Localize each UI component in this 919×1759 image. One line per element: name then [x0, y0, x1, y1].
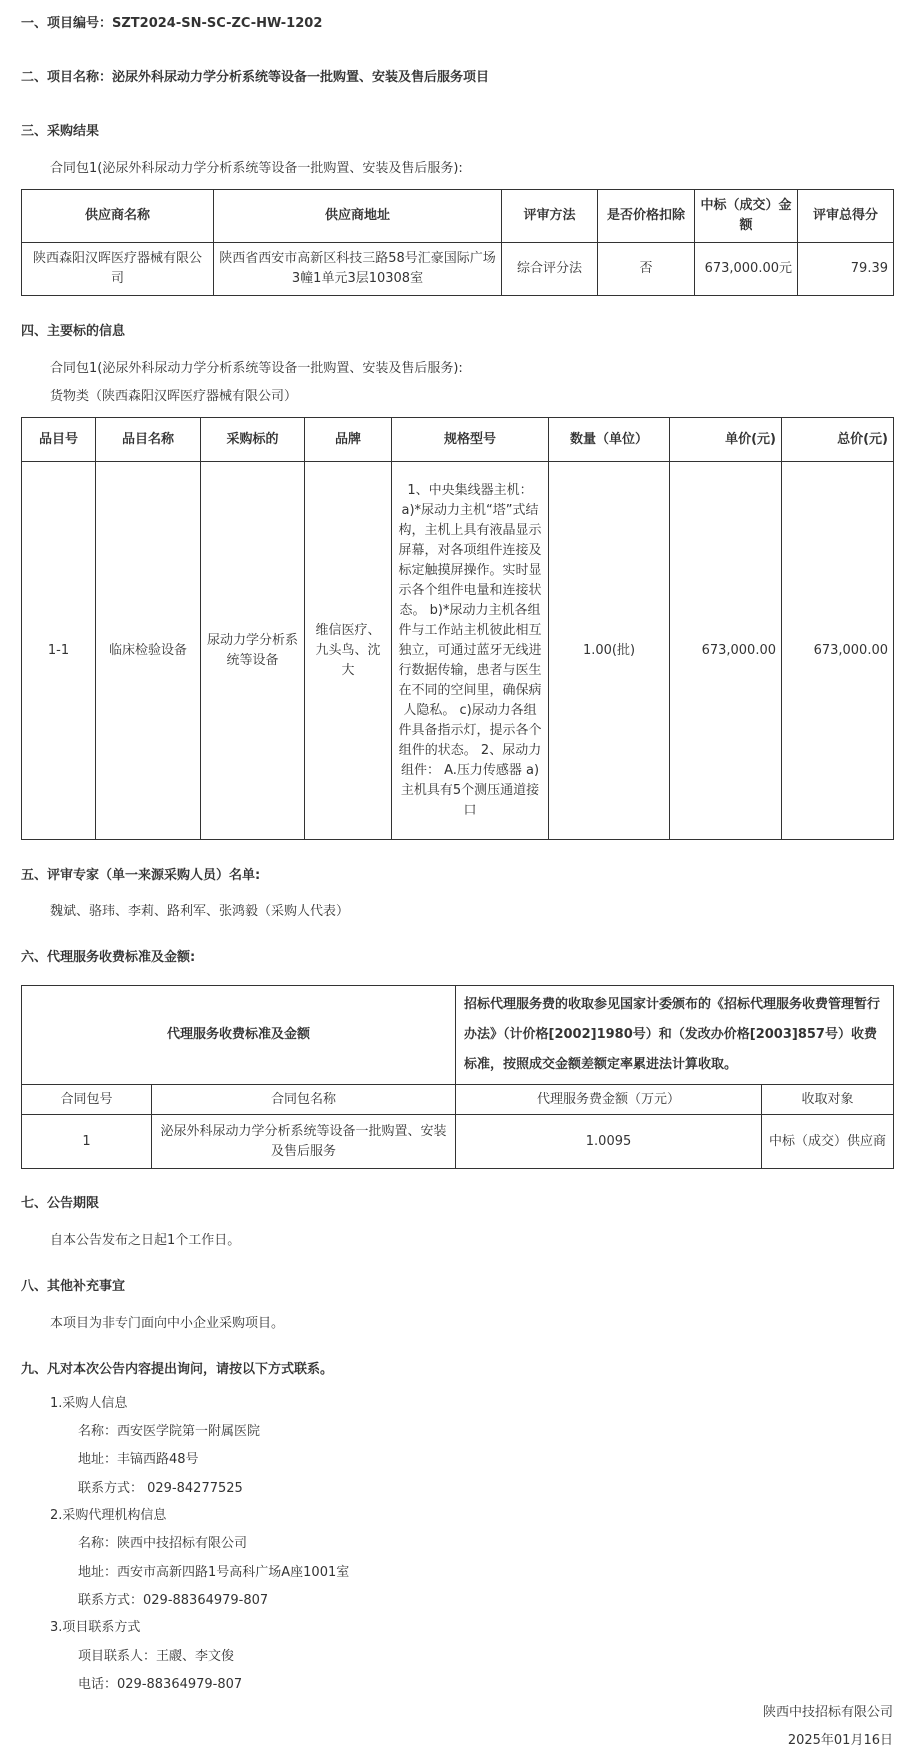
agency-contact: 联系方式：029-88364979-807 [78, 1593, 269, 1608]
header-brand: 品牌 [305, 418, 392, 462]
item-category-text: 货物类（陕西森阳汉晖医疗器械有限公司） [50, 389, 298, 404]
header-item-name: 品目名称 [96, 418, 201, 462]
header-supplier-name: 供应商名称 [22, 190, 214, 243]
project-name-value: 泌尿外科尿动力学分析系统等设备一批购置、安装及售后服务项目 [112, 70, 490, 85]
price-deduction-cell: 否 [598, 243, 695, 296]
total-score-cell: 79.39 [798, 243, 894, 296]
package-no-cell: 1 [22, 1115, 152, 1169]
bid-amount-cell: 673,000.00元 [695, 243, 798, 296]
project-number-value: SZT2024-SN-SC-ZC-HW-1202 [112, 16, 323, 31]
agency-fee-heading: 六、代理服务收费标准及金额: [21, 950, 196, 965]
header-unit-price: 单价(元) [670, 418, 782, 462]
header-bid-amount: 中标（成交）金额 [695, 190, 798, 243]
footer-organization: 陕西中技招标有限公司 [762, 1705, 893, 1720]
other-matters-text: 本项目为非专门面向中小企业采购项目。 [50, 1316, 285, 1331]
item-package-text: 合同包1(泌尿外科尿动力学分析系统等设备一批购置、安装及售后服务): [50, 361, 463, 376]
project-contact-title: 3.项目联系方式 [50, 1620, 141, 1635]
quantity-cell: 1.00(批) [549, 462, 670, 840]
fee-standard-row [22, 986, 894, 1085]
package-name-cell: 泌尿外科尿动力学分析系统等设备一批购置、安装及售后服务 [152, 1115, 456, 1169]
item-table-header-row [22, 418, 894, 462]
header-review-method: 评审方法 [502, 190, 598, 243]
expert-list-heading: 五、评审专家（单一来源采购人员）名单: [21, 868, 261, 883]
total-price-cell: 673,000.00 [782, 462, 894, 840]
result-table [21, 189, 894, 296]
item-table [21, 417, 894, 840]
purchaser-info-title: 1.采购人信息 [50, 1396, 128, 1411]
purchaser-name: 名称：西安医学院第一附属医院 [78, 1424, 261, 1439]
header-item-no: 品目号 [22, 418, 96, 462]
item-name-cell: 临床检验设备 [96, 462, 201, 840]
unit-price-cell: 673,000.00 [670, 462, 782, 840]
fee-table [21, 985, 894, 1169]
other-matters-heading: 八、其他补充事宜 [21, 1279, 126, 1294]
spec-cell: 1、中央集线器主机： a)*尿动力主机“塔”式结构，主机上具有液晶显示屏幕，对各项组件连接及标定触摸屏操作。实时显示各个组件电量和连接状态。 b)*尿动力主机各组件与工作站主机彼此相互独立，可通过蓝牙无线进行数据传输，患者与医生在不同的空间里，确保病人隐私。 c)尿动力各组件具备指示灯，提示各个组件的状态。 2、尿动力组件： A.压力传感器 a)主机具有5个测压通道接口 [392, 462, 549, 840]
header-supplier-address: 供应商地址 [214, 190, 502, 243]
procurement-result-heading: 三、采购结果 [21, 124, 100, 139]
project-number-heading [21, 12, 322, 31]
item-no-cell: 1-1 [22, 462, 96, 840]
agency-name: 名称：陕西中技招标有限公司 [78, 1536, 248, 1551]
header-fee-amount: 代理服务费金额（万元） [456, 1085, 762, 1115]
table-row [22, 1115, 894, 1169]
header-package-no: 合同包号 [22, 1085, 152, 1115]
project-name-heading [21, 66, 489, 85]
project-number-label: 一、项目编号： [21, 16, 113, 31]
agency-info-title: 2.采购代理机构信息 [50, 1508, 167, 1523]
supplier-address-cell: 陕西省西安市高新区科技三路58号汇豪国际广场3幢1单元3层10308室 [214, 243, 502, 296]
review-method-cell: 综合评分法 [502, 243, 598, 296]
brand-cell: 维信医疗、九头鸟、沈大 [305, 462, 392, 840]
project-contact-phone: 电话：029-88364979-807 [78, 1677, 243, 1692]
table-row [22, 462, 894, 840]
header-price-deduction: 是否价格扣除 [598, 190, 695, 243]
fee-amount-cell: 1.0095 [456, 1115, 762, 1169]
notice-period-heading: 七、公告期限 [21, 1196, 100, 1211]
header-fee-payer: 收取对象 [762, 1085, 894, 1115]
expert-list-text: 魏斌、骆玮、李莉、路利军、张鸿毅（采购人代表） [50, 904, 350, 919]
header-total-price: 总价(元) [782, 418, 894, 462]
result-package-text: 合同包1(泌尿外科尿动力学分析系统等设备一批购置、安装及售后服务): [50, 161, 463, 176]
header-total-score: 评审总得分 [798, 190, 894, 243]
purchase-target-cell: 尿动力学分析系统等设备 [201, 462, 305, 840]
footer-date: 2025年01月16日 [787, 1733, 893, 1748]
project-name-label: 二、项目名称： [21, 70, 113, 85]
notice-period-text: 自本公告发布之日起1个工作日。 [50, 1233, 241, 1248]
fee-standard-description: 招标代理服务费的收取参见国家计委颁布的《招标代理服务收费管理暂行办法》（计价格[2002]1980号）和（发改办价格[2003]857号）收费标准，按照成交金额差额定率累进法计算收取。 [456, 986, 894, 1085]
purchaser-address: 地址：丰镐西路48号 [78, 1452, 199, 1467]
fee-table-header-row [22, 1085, 894, 1115]
header-purchase-target: 采购标的 [201, 418, 305, 462]
header-spec: 规格型号 [392, 418, 549, 462]
agency-address: 地址：西安市高新四路1号高科广场A座1001室 [78, 1565, 350, 1580]
purchaser-contact: 联系方式： 029-84277525 [78, 1481, 243, 1496]
supplier-name-cell: 陕西森阳汉晖医疗器械有限公司 [22, 243, 214, 296]
fee-payer-cell: 中标（成交）供应商 [762, 1115, 894, 1169]
project-contact-person: 项目联系人：王鬷、李文俊 [78, 1649, 235, 1664]
main-item-heading: 四、主要标的信息 [21, 324, 126, 339]
fee-standard-title: 代理服务收费标准及金额 [22, 986, 456, 1085]
result-table-header-row [22, 190, 894, 243]
table-row [22, 243, 894, 296]
header-quantity: 数量（单位） [549, 418, 670, 462]
header-package-name: 合同包名称 [152, 1085, 456, 1115]
contact-heading: 九、凡对本次公告内容提出询问，请按以下方式联系。 [21, 1362, 334, 1377]
